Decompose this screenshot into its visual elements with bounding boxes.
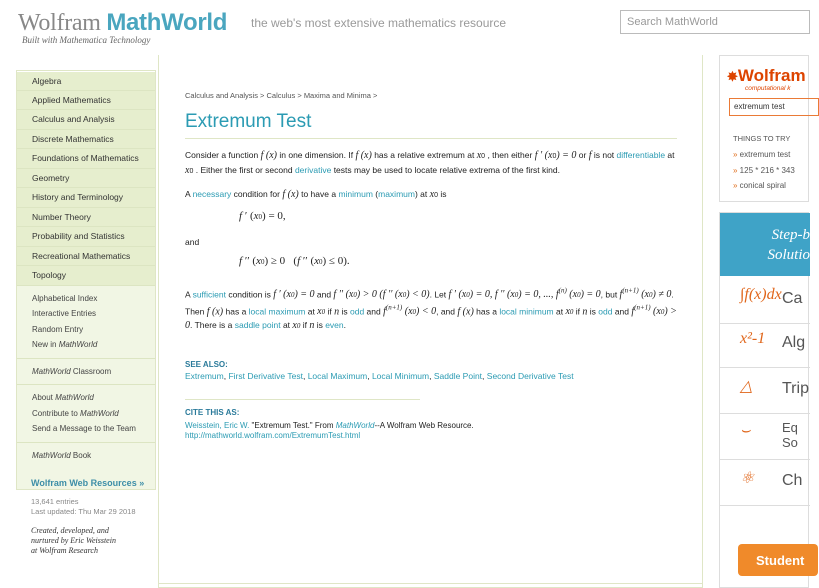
about-mw-text: MathWorld	[55, 393, 94, 402]
breadcrumb[interactable]: Calculus and Analysis > Calculus > Maxima and Minima >	[185, 91, 378, 100]
cite-author-link[interactable]: Weisstein, Eric W.	[185, 421, 250, 431]
main-content	[158, 55, 703, 588]
sidebar	[16, 70, 156, 490]
wolfram-resources-link[interactable]: Wolfram Web Resources »	[31, 478, 145, 488]
necessary-paragraph: A necessary condition for f (x) to have a minimum (maximum) at x0 is	[185, 189, 447, 200]
wa-input[interactable]: extremum test	[729, 98, 819, 116]
logo-wolfram-text: Wolfram	[18, 10, 107, 36]
intro-paragraph: Consider a function f (x) in one dimension. If f (x) has a relative extremum at x0 , then either f ′ (x0) = 0 or f is not differentiable at x0 . Either the first or second derivative tests may be used to locate relative extrema of the first kind.	[185, 150, 675, 176]
bullet-icon: »	[733, 181, 740, 190]
book-text: Book	[70, 450, 92, 460]
odd-link-2[interactable]: odd	[598, 306, 613, 317]
triangle-icon: △	[740, 378, 753, 395]
logo-mathworld-text: MathWorld	[106, 9, 228, 36]
curve-icon: ⌣	[740, 422, 751, 439]
send-message-link[interactable]: Send a Message to the Team	[32, 424, 136, 433]
book-mw-text: MathWorld	[32, 450, 71, 460]
step-trig[interactable]	[720, 366, 810, 414]
classroom-text: Classroom	[70, 366, 112, 376]
citation	[185, 421, 677, 441]
step-equation-solving[interactable]	[720, 412, 810, 460]
about-link[interactable]	[17, 390, 155, 406]
local-maximum-link[interactable]: local maximum	[248, 306, 306, 317]
mathworld-logo[interactable]	[18, 9, 227, 37]
necessary-link[interactable]: necessary	[192, 189, 232, 199]
page-title: Extremum Test	[185, 111, 677, 139]
step-head-line-2: Solutio	[767, 247, 810, 263]
step-algebra-label: Alg	[782, 334, 806, 351]
step-algebra[interactable]	[720, 320, 810, 368]
see-also-first-derivative-test[interactable]: First Derivative Test	[228, 371, 303, 382]
see-also-second-derivative-test[interactable]: Second Derivative Test	[486, 371, 574, 382]
sidebar-item-probability[interactable]: Probability and Statistics	[17, 227, 155, 247]
cite-tail: --A Wolfram Web Resource.	[374, 421, 474, 431]
equation-1: f ′ (x0) = 0,	[239, 209, 286, 222]
thing-to-try-3[interactable]	[733, 181, 786, 190]
sidebar-group-index	[17, 286, 155, 359]
sidebar-item-history[interactable]: History and Terminology	[17, 188, 155, 208]
see-also-local-maximum[interactable]: Local Maximum	[307, 371, 368, 382]
local-minimum-link[interactable]: local minimum	[499, 306, 554, 317]
random-entry-link[interactable]: Random Entry	[32, 324, 84, 334]
saddle-point-link[interactable]: saddle point	[234, 319, 281, 330]
site-header	[0, 0, 800, 50]
contribute-link[interactable]	[17, 406, 155, 422]
step-head-line-1: Step-b	[771, 227, 810, 243]
thing-1-label: extremum test	[739, 150, 791, 159]
even-link[interactable]: even	[325, 319, 344, 330]
odd-link-1[interactable]: odd	[349, 306, 365, 317]
sidebar-item-number-theory[interactable]: Number Theory	[17, 208, 155, 228]
last-updated: Last updated: Thu Mar 29 2018	[31, 507, 136, 516]
step-eq-label: Eq So	[782, 420, 798, 450]
cite-title: "Extremum Test." From	[249, 421, 336, 431]
see-also-links: Extremum, First Derivative Test, Local Maximum, Local Minimum, Saddle Point, Second Derivative Test	[185, 371, 574, 382]
book-link[interactable]	[17, 448, 155, 464]
contribute-mw-text: MathWorld	[80, 408, 119, 418]
differentiable-link[interactable]: differentiable	[616, 150, 666, 160]
sufficient-link[interactable]: sufficient	[192, 289, 226, 300]
wa-logo-text: Wolfram	[737, 66, 806, 85]
step-chemistry[interactable]	[720, 458, 810, 506]
sidebar-group-about	[17, 385, 155, 443]
and-text: and	[185, 236, 200, 247]
alphabetical-index-link[interactable]: Alphabetical Index	[32, 293, 98, 303]
integral-icon: ∫f(x)dx	[740, 286, 782, 303]
bottom-border	[158, 583, 703, 588]
sidebar-item-topology[interactable]: Topology	[17, 266, 155, 286]
step-by-step-header[interactable]	[720, 213, 810, 276]
sidebar-item-applied[interactable]: Applied Mathematics	[17, 91, 155, 111]
sidebar-item-foundations[interactable]: Foundations of Mathematics	[17, 149, 155, 169]
things-to-try-heading: THINGS TO TRY	[733, 134, 791, 143]
tagline: Built with Mathematica Technology	[22, 35, 151, 45]
sidebar-item-discrete[interactable]: Discrete Mathematics	[17, 130, 155, 150]
sidebar-item-algebra[interactable]: Algebra	[17, 71, 155, 91]
see-also-extremum[interactable]: Extremum	[185, 371, 224, 382]
entries-count: 13,641 entries	[31, 497, 79, 506]
new-in-mw-text: MathWorld	[58, 340, 98, 349]
step-chemistry-label: Ch	[782, 472, 803, 489]
about-text: About	[32, 393, 56, 402]
sidebar-item-geometry[interactable]: Geometry	[17, 169, 155, 189]
contribute-text: Contribute to	[32, 408, 81, 418]
thing-to-try-2[interactable]	[733, 166, 795, 175]
derivative-link[interactable]: derivative	[294, 164, 332, 175]
step-calculus[interactable]	[720, 276, 810, 324]
thing-to-try-1[interactable]	[733, 150, 790, 159]
see-also-saddle-point[interactable]: Saddle Point	[433, 371, 483, 382]
wa-subtitle: computational k	[745, 85, 791, 92]
student-button[interactable]: Student	[738, 544, 818, 576]
equation-2: f ′′ (x0) ≥ 0 (f ′′ (x0) ≤ 0).	[239, 255, 350, 267]
site-stats	[31, 497, 136, 517]
new-in-mathworld-link[interactable]	[17, 337, 155, 353]
step-trig-label: Trip	[782, 380, 809, 397]
new-in-text: New in	[32, 340, 59, 349]
classroom-link[interactable]	[17, 364, 155, 380]
credit-line-2: nurtured by Eric Weisstein	[31, 536, 116, 545]
credit	[31, 526, 116, 556]
wolfram-alpha-logo[interactable]	[727, 66, 806, 86]
cite-heading: CITE THIS AS:	[185, 399, 420, 417]
maximum-link[interactable]: maximum	[378, 189, 415, 199]
sidebar-group-book	[17, 443, 155, 469]
search-input[interactable]: Search MathWorld	[620, 10, 810, 34]
see-also-heading: SEE ALSO:	[185, 360, 228, 370]
atom-icon: ⚛	[740, 470, 755, 487]
sidebar-item-recreational[interactable]: Recreational Mathematics	[17, 247, 155, 267]
sufficient-paragraph: A sufficient condition is f ′ (x0) = 0 and f ′′ (x0) > 0 (f ′′ (x0) < 0). Let f ′ (x0) = 0, f ′′ (x0) = 0, ..., $f^{(n)}$ (x0) = 0, but $f^{(n+1)}$ (x0) ≠ 0. Then f (x) has a local maximum at x0 if n is odd and $f^{(n+1)}$ (x0) < 0, and f (x) has a local minimum at x0 if n is odd and $f^{(n+1)}$ (x0) > 0. There is a saddle point at x0 if n is even.	[185, 287, 677, 331]
bullet-icon: »	[733, 150, 740, 159]
interactive-entries-link[interactable]: Interactive Entries	[32, 309, 97, 318]
bullet-icon: »	[733, 166, 740, 175]
sidebar-group-classroom	[17, 359, 155, 386]
cite-url-link[interactable]: http://mathworld.wolfram.com/ExtremumTest.html	[185, 431, 361, 441]
thing-3-label: conical spiral	[739, 181, 786, 190]
alpha-star-icon: ✸	[727, 69, 738, 84]
polynomial-icon: x²-1	[740, 330, 766, 347]
classroom-mw-text: MathWorld	[32, 366, 71, 376]
minimum-link[interactable]: minimum	[338, 189, 373, 199]
see-also-local-minimum[interactable]: Local Minimum	[371, 371, 430, 382]
cite-mathworld-link[interactable]: MathWorld	[335, 421, 375, 431]
slogan: the web's most extensive mathematics resource	[251, 16, 507, 30]
thing-2-label: 125 * 216 * 343	[739, 166, 795, 175]
credit-line-1: Created, developed, and	[31, 526, 109, 535]
credit-line-3: at Wolfram Research	[31, 546, 98, 555]
step-calculus-label: Ca	[782, 290, 803, 307]
sidebar-item-calculus[interactable]: Calculus and Analysis	[17, 110, 155, 130]
